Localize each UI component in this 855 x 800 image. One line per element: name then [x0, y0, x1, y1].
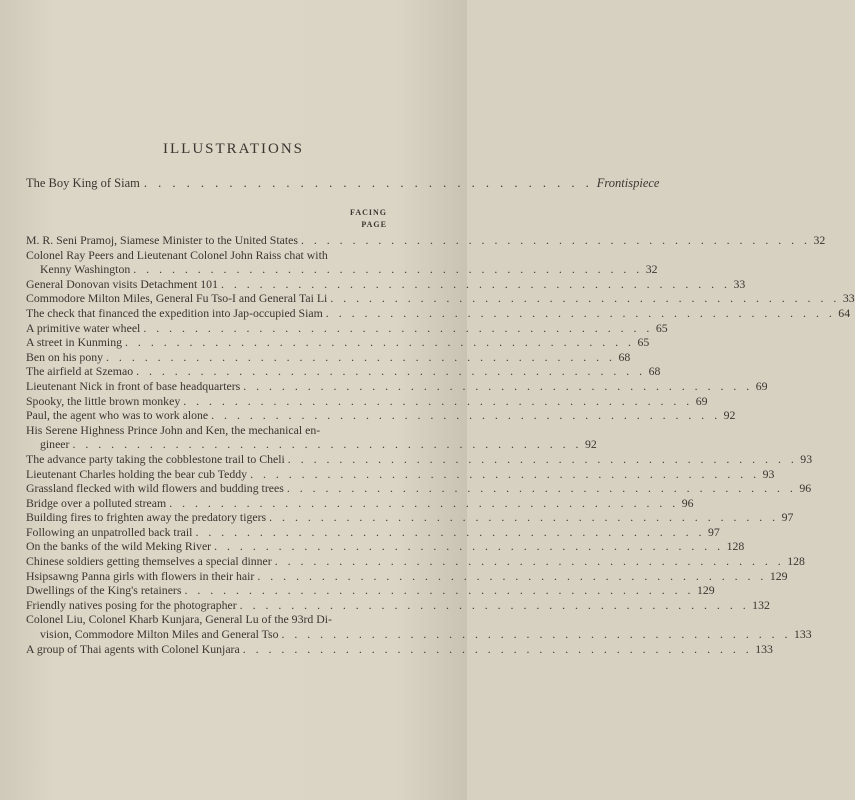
entry-page-number: 129: [696, 583, 715, 598]
entry-caption: Colonel Ray Peers and Lieutenant Colonel John Raiss chat with: [26, 247, 328, 262]
entry-caption: Colonel Liu, Colonel Kharb Kunjara, General Lu of the 93rd Di-: [26, 612, 332, 627]
leader-dots: . . . . . . . . . . . . . . . . . . . . . . . . . . . . . . . . . . . . . . . .: [286, 481, 797, 496]
entry-page-number: 92: [584, 437, 597, 452]
entry-caption: Building fires to frighten away the predatory tigers: [26, 510, 267, 525]
leader-dots: . . . . . . . . . . . . . . . . . . . . . . . . . . . . . . . . . . . . . . . .: [325, 305, 836, 320]
entry-caption: Friendly natives posing for the photographer: [26, 597, 237, 612]
entry-page-number: 132: [752, 597, 770, 612]
entry-caption: Lieutenant Nick in front of base headquarters: [26, 378, 241, 393]
entry-caption: Chinese soldiers getting themselves a special dinner: [26, 554, 272, 569]
entry-caption: A primitive water wheel: [26, 320, 141, 335]
entry-page-number: 128: [726, 539, 745, 554]
leader-dots: . . . . . . . . . . . . . . . . . . . . . . . . . . . . . . . . . . . . . . . .: [287, 451, 798, 466]
entry-caption: M. R. Seni Pramoj, Siamese Minister to the United States: [26, 233, 298, 247]
illustrations-list: [26, 233, 855, 656]
entry-caption: Bridge over a polluted stream: [26, 495, 167, 510]
entry-page-number: 92: [723, 408, 736, 423]
entry-page-number: 65: [655, 320, 668, 335]
leader-dots: . . . . . . . . . . . . . . . . . . . . . . . . . . . . . . . . . . . . . . . .: [330, 291, 840, 306]
list-item: [26, 481, 812, 496]
leader-dots: . . . . . . . . . . . . . . . . . . . . . . . . . . . . . . . . . . . . . . . .: [269, 510, 779, 525]
entry-caption: Lieutenant Charles holding the bear cub Teddy: [26, 466, 248, 481]
entry-page-number: 133: [793, 627, 812, 642]
list-item: [26, 349, 631, 365]
leader-dots: . . . . . . . . . . . . . . . . . . . . . . . . . . . . . . . . . . . . . . . .: [243, 378, 753, 393]
list-item: [26, 393, 708, 409]
leader-dots: . . . . . . . . . . . . . . . . . . . . . . . . . . . . . . . . . . . . . . . .: [169, 495, 679, 510]
leader-dots: . . . . . . . . . . . . . . . . . . . . . . . . . . . . . . . . . . . . . . . .: [220, 276, 731, 291]
list-item: [26, 495, 694, 511]
leader-dots: . . . . . . . . . . . . . . . . . . . . . . . . . . . . . . . . . . . . . . . .: [183, 393, 693, 408]
leader-dots: . . . . . . . . . . . . . . . . . . . . . . . . . . . . . . . . . . . . . . . .: [184, 583, 694, 598]
frontispiece-page: Frontispiece: [596, 176, 660, 190]
list-item: [26, 248, 388, 263]
entry-page-number: 96: [681, 495, 694, 510]
list-item: [26, 641, 773, 657]
leader-dots: . . . . . . . . . . . . . . . . . . . . . . . . . . . . . . . . . . . . . . . .: [211, 408, 721, 423]
entry-caption: Hsipsawng Panna girls with flowers in their hair: [26, 568, 255, 583]
entry-page-number: 97: [781, 510, 794, 525]
leader-dots: . . . . . . . . . . . . . . . . . . . . . . . . . . . . . . . . . . . . . . . .: [106, 349, 616, 364]
entry-page-number: 129: [769, 568, 788, 583]
entry-page-number: 93: [762, 466, 775, 481]
entry-caption: gineer: [40, 437, 70, 452]
frontispiece-entry: [26, 176, 660, 191]
entry-page-number: 69: [755, 378, 768, 393]
list-item: [26, 627, 812, 642]
leader-dots: . . . . . . . . . . . . . . . . . . . . . . . . . . . . . . . . . . . . . . . .: [281, 627, 791, 642]
entry-page-number: 32: [813, 233, 826, 247]
leader-dots: . . . . . . . . . . . . . . . . . . . . . . . . . . . . . . . . . . . . . . . .: [257, 568, 767, 583]
entry-caption: General Donovan visits Detachment 101: [26, 276, 218, 291]
list-item: [26, 451, 813, 467]
entry-caption: Grassland flecked with wild flowers and budding trees: [26, 481, 284, 496]
entry-page-number: 128: [787, 554, 805, 569]
list-item: [26, 510, 794, 525]
entry-page-number: 69: [695, 393, 708, 408]
entry-caption: Kenny Washington: [40, 262, 131, 277]
entry-caption: The advance party taking the cobblestone trail to Cheli: [26, 451, 285, 466]
leader-dots: . . . . . . . . . . . . . . . . . . . . . . . . . . . . . . . . . . . . . . . .: [125, 335, 635, 350]
leader-dots: . . . . . . . . . . . . . . . . . . . . . . . . . . . . . . . . . . . . . . . .: [274, 554, 785, 569]
list-item: [26, 364, 661, 379]
leader-dots: . . . . . . . . . . . . . . . . . . . . . . . . . . . . . . . . . . . . . . . .: [72, 437, 582, 452]
leader-dots: . . . . . . . . . . . . . . . . . . . . . . . . . . . . . . . . . . . . . . . .: [242, 641, 753, 656]
list-item: [26, 524, 720, 540]
entry-caption: Ben on his pony: [26, 349, 104, 364]
entry-caption: Paul, the agent who was to work alone: [26, 408, 209, 423]
list-item: [26, 291, 855, 306]
page-header: PAGE: [361, 220, 387, 229]
leader-dots: . . . . . . . . . . . . . . . . . . . . . . . . . . . . . . . . . . . . . . . .: [250, 466, 760, 481]
entry-caption: The airfield at Szemao: [26, 364, 134, 379]
entry-caption: On the banks of the wild Meking River: [26, 539, 212, 554]
entry-caption: A street in Kunming: [26, 335, 123, 350]
leader-dots: . . . . . . . . . . . . . . . . . . . . . . . . . . . . . . . .: [143, 176, 593, 190]
entry-page-number: 33: [842, 291, 855, 306]
list-item: [26, 305, 851, 321]
entry-caption: A group of Thai agents with Colonel Kunjara: [26, 641, 240, 656]
list-item: [26, 583, 715, 598]
entry-page-number: 65: [637, 335, 650, 350]
list-item: [26, 554, 805, 569]
list-item: [26, 408, 736, 423]
entry-caption: Commodore Milton Miles, General Fu Tso-I and General Tai Li: [26, 291, 328, 306]
list-item: [26, 539, 745, 554]
entry-page-number: 93: [800, 451, 813, 466]
list-item: [26, 466, 775, 482]
entry-caption: His Serene Highness Prince John and Ken, the mechanical en-: [26, 422, 321, 437]
entry-caption: Spooky, the little brown monkey: [26, 393, 181, 408]
leader-dots: . . . . . . . . . . . . . . . . . . . . . . . . . . . . . . . . . . . . . . . .: [136, 364, 646, 379]
list-item: [26, 423, 388, 438]
entry-page-number: 33: [733, 276, 746, 291]
entry-page-number: 133: [755, 641, 773, 656]
list-item: [26, 262, 658, 277]
facing-header: FACING: [350, 208, 387, 217]
list-item: [26, 568, 788, 584]
list-item: [26, 612, 388, 627]
leader-dots: . . . . . . . . . . . . . . . . . . . . . . . . . . . . . . . . . . . . . . . .: [239, 597, 750, 612]
list-item: [26, 437, 597, 452]
leader-dots: . . . . . . . . . . . . . . . . . . . . . . . . . . . . . . . . . . . . . . . .: [195, 524, 705, 539]
list-item: [26, 276, 746, 292]
list-item: [26, 378, 768, 394]
entry-page-number: 68: [648, 364, 661, 379]
leader-dots: . . . . . . . . . . . . . . . . . . . . . . . . . . . . . . . . . . . . . . . .: [143, 320, 653, 335]
entry-caption: vision, Commodore Milton Miles and General Tso: [40, 627, 279, 642]
entry-page-number: 68: [618, 349, 631, 364]
frontispiece-label: The Boy King of Siam: [26, 176, 140, 190]
entry-caption: Following an unpatrolled back trail: [26, 524, 193, 539]
leader-dots: . . . . . . . . . . . . . . . . . . . . . . . . . . . . . . . . . . . . . . . .: [214, 539, 724, 554]
entry-page-number: 32: [645, 262, 658, 277]
list-item: [26, 233, 826, 248]
leader-dots: . . . . . . . . . . . . . . . . . . . . . . . . . . . . . . . . . . . . . . . .: [300, 233, 811, 247]
entry-page-number: 64: [838, 305, 851, 320]
leader-dots: . . . . . . . . . . . . . . . . . . . . . . . . . . . . . . . . . . . . . . . .: [133, 262, 643, 277]
page-title: ILLUSTRATIONS: [163, 141, 304, 157]
entry-caption: The check that financed the expedition into Jap-occupied Siam: [26, 305, 323, 320]
entry-page-number: 97: [707, 524, 720, 539]
entry-page-number: 96: [799, 481, 812, 496]
entry-caption: Dwellings of the King's retainers: [26, 583, 182, 598]
list-item: [26, 597, 770, 613]
list-item: [26, 335, 650, 350]
list-item: [26, 320, 668, 336]
